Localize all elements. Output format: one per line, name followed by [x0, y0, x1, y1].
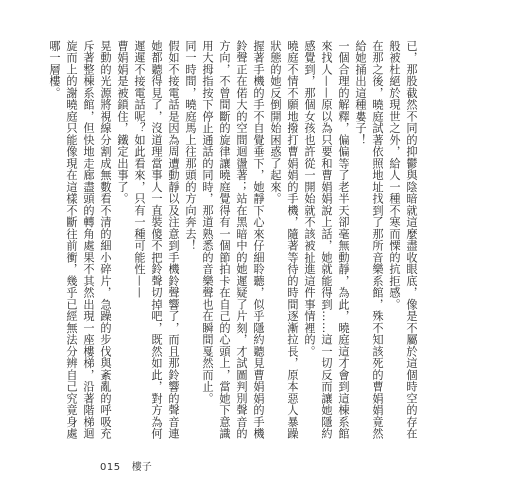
paragraph: 握著手機的手不自覺垂下，她靜下心來仔細聆聽，似乎隱約聽見曹娟娟的手機鈴聲正在偌大的空間迴盪著；站在黑暗中的她遲疑了片刻，才試圖判別聲音的方向，不曾間斷的旋律讓曉庭覺得有一個節拍卡在自己的心頭上，當她下意識用大拇指按下停止通話的同時，那道熟悉的音樂聲也在瞬間戛然而止。 — [201, 40, 265, 440]
page-footer — [100, 458, 152, 473]
paragraph: 在那之後，曉庭試著依照地址找到了那所音樂系館，殊不知該死的曹娟娟竟然給她捅出這種婁子！ — [354, 40, 384, 440]
paragraph: 假如不接電話是因為周遭動靜以及注意到手機鈴聲響了，而且那鈴響的聲音連她都聽得見了，沒道理當事人一直裝傻不把鈴聲切掉吧，既然如此，對方為何遲遲不接電話呢？如此看來，只有一種可能性—— — [133, 40, 180, 440]
page-number: 015 — [100, 462, 121, 473]
book-title: 樓子 — [131, 462, 152, 473]
paragraph: 同一時間，曉庭馬上往那頭的方向奔去！ — [184, 40, 197, 252]
paragraph: 曹娟娟是被鎖住，鐵定出事了。 — [116, 40, 129, 205]
paragraph: 一個合理的解釋，偏偏等了老半天卻毫無動靜，為此，曉庭這才會到這棟系館來找人——原以為只要和曹娟娟說上話，她就能得到……這一切反而讓她隱約感覺到，那個女孩也許從一開始就不該被扯進這件事情裡的。 — [303, 40, 350, 440]
paragraph: 已，那股截然不同的抑鬱與陰暗就這麼盡收眼底，像是不屬於這個時空的存在般被杜絕於現世之外，給人一種不寒而慄的抗拒感。 — [388, 40, 418, 440]
paragraph: 曉庭不情不願地撥打曹娟娟的手機，隨著等待的時間逐漸拉長，原本惡人暴躁狀態的她反倒開始困惑了起來。 — [269, 40, 299, 440]
vertical-body-text — [48, 40, 420, 445]
paragraph: 晃動的光源將視線分割成無數看不清的細小碎片，急躁的步伐與紊亂的呼吸充斥著整棟系館，但快地走廊盡頭的轉角處果不其然出現一座樓梯，沿著階梯迴旋而上的謝曉庭只能像現在這樣不斷往前衝，幾乎已經無法分辨自己究竟身處哪一層樓。 — [48, 40, 112, 440]
